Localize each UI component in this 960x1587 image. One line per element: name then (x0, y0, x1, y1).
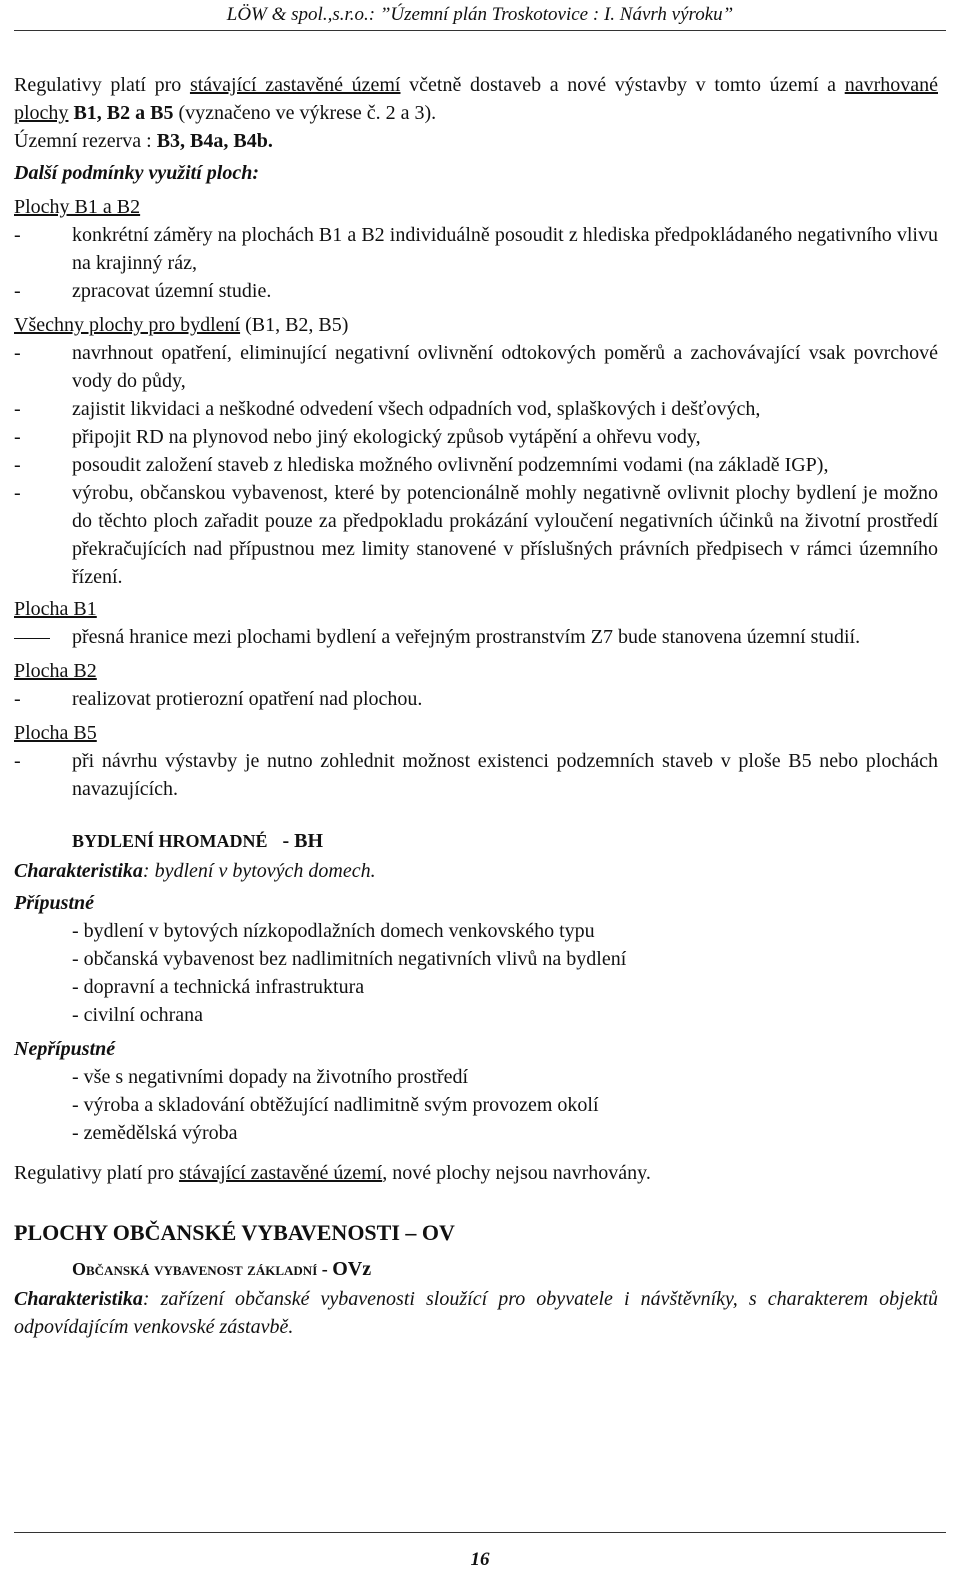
list-item: - zpracovat územní studie. (14, 277, 938, 305)
section-heading-b1: Plocha B1 (14, 598, 97, 620)
footer-divider (14, 1532, 946, 1533)
ovz-title (14, 1255, 938, 1283)
section-heading-b1-b2: Plochy B1 a B2 (14, 196, 141, 218)
further-conditions-heading: Další podmínky využití ploch: (14, 162, 259, 184)
list-item: - civilní ochrana (72, 1004, 204, 1026)
bh-characteristic (14, 857, 938, 885)
list-item: - občanská vybavenost bez nadlimitních negativních vlivů na bydlení (72, 948, 627, 970)
forbidden-heading: Nepřípustné (14, 1038, 116, 1060)
list-item: - výroba a skladování obtěžující nadlimitně svým provozem okolí (72, 1094, 599, 1116)
bold-term: B3, B4a, B4b. (156, 130, 273, 152)
text: Územní rezerva : (14, 130, 157, 152)
list-item-text: realizovat protierozní opatření nad plochou. (72, 688, 423, 710)
running-header: LÖW & spol.,s.r.o.: ”Územní plán Troskotovice : I. Návrh výroku” (226, 4, 734, 25)
bh-title (14, 827, 938, 855)
list-item: - bydlení v bytových nízkopodlažních domech venkovského typu (72, 920, 595, 942)
header-divider (14, 30, 946, 31)
document-body (14, 71, 938, 1341)
list-item: - připojit RD na plynovod nebo jiný ekologický způsob vytápění a ohřevu vody, (14, 423, 938, 451)
list-item: - při návrhu výstavby je nutno zohlednit možnost existenci podzemních staveb v ploše B5 nebo plochách navazujících. (14, 747, 938, 803)
ov-heading: PLOCHY OBČANSKÉ VYBAVENOSTI – OV (14, 1220, 455, 1245)
list-item: - konkrétní záměry na plochách B1 a B2 individuálně posoudit z hlediska předpokládaného negativního vlivu na krajinný ráz, (14, 221, 938, 277)
section-heading-b5: Plocha B5 (14, 722, 97, 744)
text: : bydlení v bytových domech. (142, 860, 376, 882)
list-item: - realizovat protierozní opatření nad plochou. (14, 685, 938, 713)
list-item: - posoudit založení staveb z hlediska možného ovlivnění podzemními vodami (na základě IGP), (14, 451, 938, 479)
dash-line-icon (14, 638, 50, 639)
reserve-line (14, 127, 938, 155)
underlined-term: navrhované plochy (14, 74, 938, 124)
title-text: BYDLENÍ HROMADNÉ (72, 831, 268, 851)
title-code: OVz (332, 1258, 372, 1280)
text: , nové plochy nejsou navrhovány. (382, 1162, 651, 1184)
title-text: Občanská vybavenost základní - (72, 1259, 333, 1279)
list-item-text: navrhnout opatření, eliminující negativní ovlivnění odtokových poměrů a zachovávající vsak povrchové vody do půdy, (72, 342, 938, 392)
bold-term: B1, B2 a B5 (73, 102, 174, 124)
list-item-text: zajistit likvidaci a neškodné odvedení všech odpadních vod, splaškových i dešťových, (72, 398, 761, 420)
list-item: - dopravní a technická infrastruktura (72, 976, 365, 998)
list-item-text: připojit RD na plynovod nebo jiný ekologický způsob vytápění a ohřevu vody, (72, 426, 701, 448)
list-item-text: výrobu, občanskou vybavenost, které by potencionálně mohly negativně ovlivnit plochy bydlení je možno do těchto ploch zařadit pouze za předpokladu prokázání vyloučení negativních účinků na životní prostředí překračujících nad přípustnou mez limity stanovené v příslušných právních předpisech v rámci územního řízení. (72, 482, 938, 588)
list-item: - zemědělská výroba (72, 1122, 238, 1144)
section-heading-all (14, 311, 938, 339)
text: (vyznačeno ve výkrese č. 2 a 3). (173, 102, 437, 124)
list-item-text: přesná hranice mezi plochami bydlení a veřejným prostranstvím Z7 bude stanovena územní studií. (72, 626, 861, 648)
text: včetně dostaveb a nové výstavby v tomto území a (400, 74, 845, 96)
allowed-heading: Přípustné (14, 892, 95, 914)
list-item-text: posoudit založení staveb z hlediska možného ovlivnění podzemními vodami (na základě IGP), (72, 454, 829, 476)
underlined-term: stávající zastavěné území (189, 74, 401, 96)
list-item: - vše s negativními dopady na životního prostředí (72, 1066, 469, 1088)
section-heading-b2: Plocha B2 (14, 660, 97, 682)
text: : zařízení občanské vybavenosti sloužící pro obyvatele i návštěvníky, s charakterem objektů odpovídajícím venkovské zástavbě. (14, 1288, 938, 1338)
text: Regulativy platí pro (14, 1162, 179, 1184)
regulation-paragraph (14, 71, 938, 127)
page-number: 16 (470, 1549, 490, 1570)
label: Charakteristika (14, 1288, 143, 1310)
title-code: - BH (282, 830, 324, 852)
list-item: - navrhnout opatření, eliminující negativní ovlivnění odtokových poměrů a zachovávající vsak povrchové vody do půdy, (14, 339, 938, 395)
underlined-term: Všechny plochy pro bydlení (14, 314, 241, 336)
text: Regulativy platí pro (14, 74, 190, 96)
label: Charakteristika (14, 860, 143, 882)
list-item: - zajistit likvidaci a neškodné odvedení všech odpadních vod, splaškových i dešťových, (14, 395, 938, 423)
list-item: - výrobu, občanskou vybavenost, které by potencionálně mohly negativně ovlivnit plochy bydlení je možno do těchto ploch zařadit pouze za předpokladu prokázání vyloučení negativních účinků na životní prostředí překračujících nad přípustnou mez limity stanovené v příslušných právních předpisech v rámci územního řízení. (14, 479, 938, 591)
ovz-characteristic (14, 1285, 938, 1341)
text: (B1, B2, B5) (240, 314, 349, 336)
underlined-term: stávající zastavěné území (178, 1162, 383, 1184)
list-item-text: zpracovat územní studie. (72, 280, 272, 302)
bh-regulation (14, 1159, 938, 1187)
list-item (14, 623, 938, 651)
list-item-text: při návrhu výstavby je nutno zohlednit možnost existenci podzemních staveb v ploše B5 nebo plochách navazujících. (72, 750, 938, 800)
list-item-text: konkrétní záměry na plochách B1 a B2 individuálně posoudit z hlediska předpokládaného negativního vlivu na krajinný ráz, (72, 224, 938, 274)
